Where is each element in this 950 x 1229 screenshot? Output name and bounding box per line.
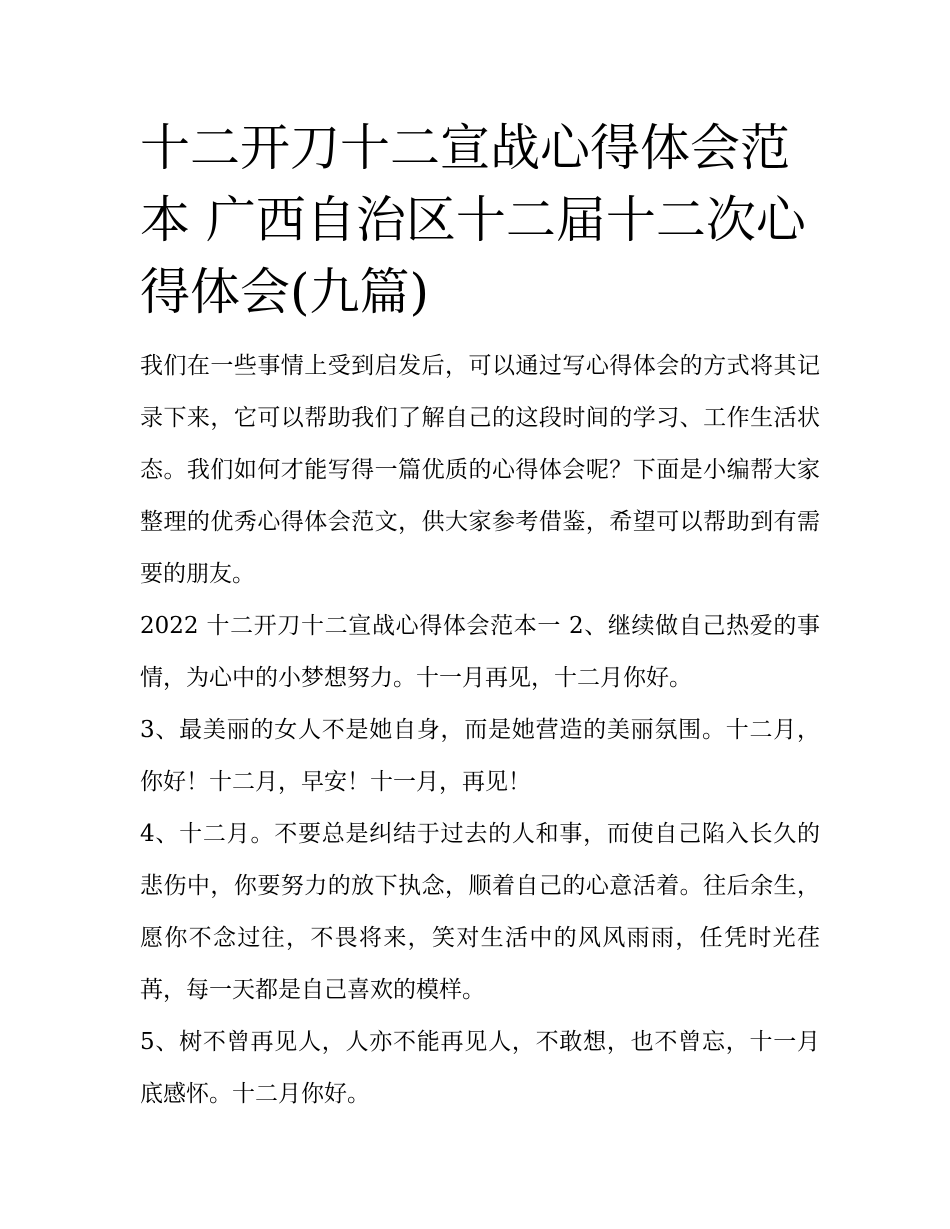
paragraph-item-3: 3、最美丽的女人不是她自身，而是她营造的美丽氛围。十二月，你好！十二月，早安！十一月，再见！ [140, 717, 820, 795]
paragraph-item-2: 2022 十二开刀十二宣战心得体会范本一 2、继续做自己热爱的事情，为心中的小梦想努力。十一月再见，十二月你好。 [140, 613, 820, 691]
document-page [140, 112, 820, 1120]
document-title: 十二开刀十二宣战心得体会范本 广西自治区十二届十二次心得体会(九篇) [140, 119, 806, 321]
paragraph-intro: 我们在一些事情上受到启发后，可以通过写心得体会的方式将其记录下来，它可以帮助我们了解自己的这段时间的学习、工作生活状态。我们如何才能写得一篇优质的心得体会呢？下面是小编帮大家整理的优秀心得体会范文，供大家参考借鉴，希望可以帮助到有需要的朋友。 [140, 353, 820, 587]
paragraph-item-4: 4、十二月。不要总是纠结于过去的人和事，而使自己陷入长久的悲伤中，你要努力的放下执念，顺着自己的心意活着。往后余生，愿你不念过往，不畏将来，笑对生活中的风风雨雨，任凭时光荏苒，每一天都是自己喜欢的模样。 [140, 821, 820, 1003]
paragraph-item-5: 5、树不曾再见人，人亦不能再见人，不敢想，也不曾忘，十一月底感怀。十二月你好。 [140, 1029, 820, 1107]
